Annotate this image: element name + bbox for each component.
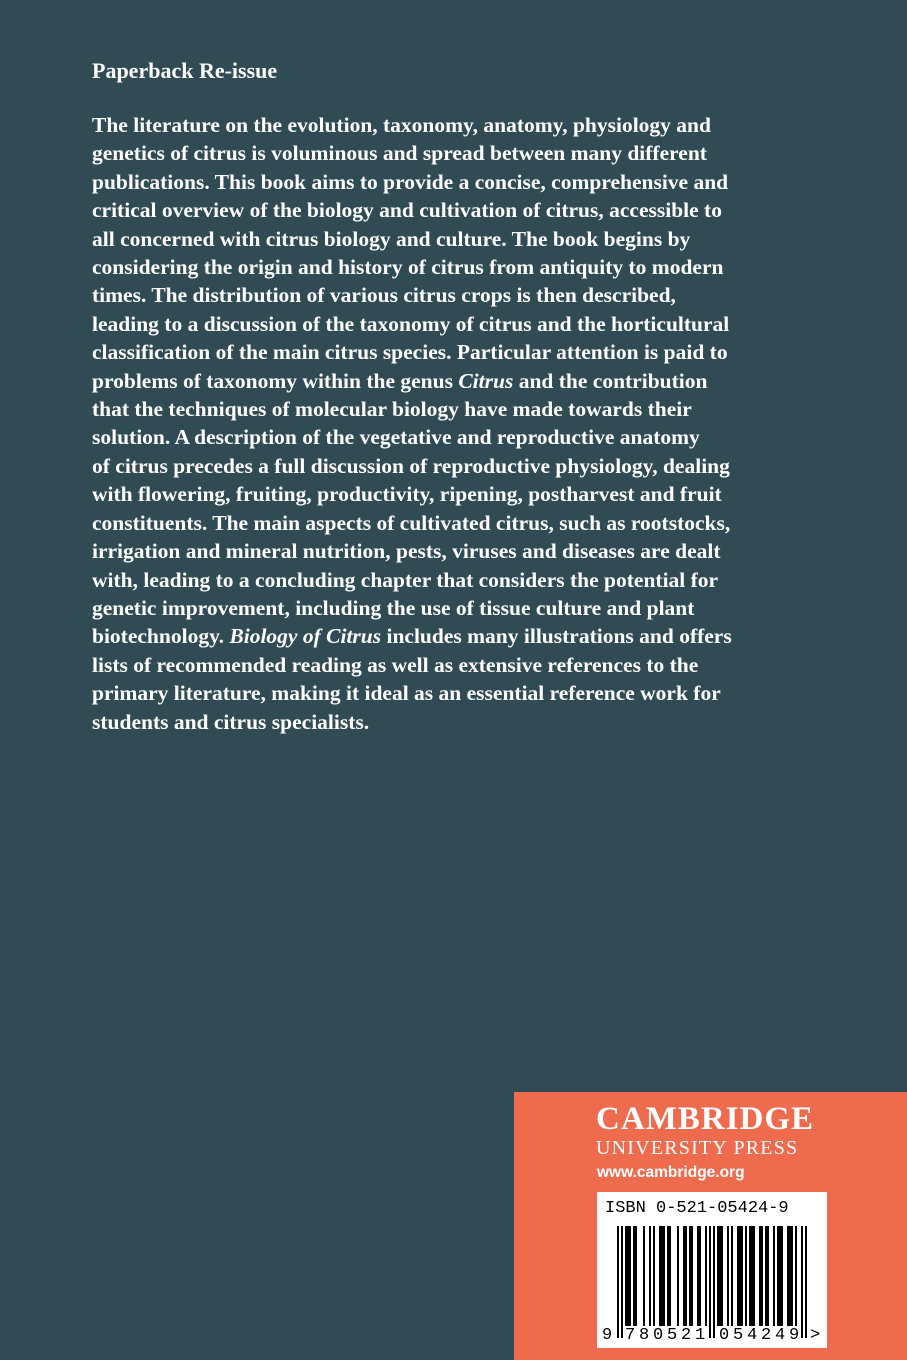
description-line xyxy=(92,566,832,594)
barcode-guard-bar xyxy=(621,1226,623,1338)
barcode-bar xyxy=(727,1226,729,1326)
barcode-bar xyxy=(717,1226,723,1326)
description-line xyxy=(92,480,832,508)
description-text: classification of the main citrus species. Particular attention is paid to xyxy=(92,340,728,365)
ean-digits xyxy=(597,1326,827,1346)
description-text: genetic improvement, including the use of tissue culture and plant xyxy=(92,595,695,620)
barcode-bar xyxy=(697,1226,701,1326)
description-text: of citrus precedes a full discussion of reproductive physiology, dealing xyxy=(92,453,730,478)
barcode-bar xyxy=(745,1226,747,1326)
barcode-bar xyxy=(737,1226,743,1326)
barcode-box xyxy=(597,1192,827,1348)
ean-digit: 8 xyxy=(639,1326,650,1345)
barcode-guard-bar xyxy=(617,1226,619,1338)
barcode-bar xyxy=(773,1226,775,1326)
description-line xyxy=(92,537,832,565)
description-text: genetics of citrus is voluminous and spread between many different xyxy=(92,141,707,166)
ean-digit: 4 xyxy=(775,1326,786,1345)
description-text: students and citrus specialists. xyxy=(92,709,370,734)
barcode-bar xyxy=(765,1226,769,1326)
barcode-bar xyxy=(759,1226,763,1326)
description-line xyxy=(92,594,832,622)
barcode-bar xyxy=(705,1226,707,1326)
ean-digit: > xyxy=(810,1326,821,1345)
description-line xyxy=(92,139,832,167)
description-line xyxy=(92,367,832,395)
description-text: that the techniques of molecular biology have made towards their xyxy=(92,397,692,422)
description-line xyxy=(92,452,832,480)
barcode-guard-bar xyxy=(801,1226,803,1338)
barcode-bar xyxy=(749,1226,755,1326)
description-line xyxy=(92,253,832,281)
barcode-bar xyxy=(625,1226,631,1326)
ean-digit: 1 xyxy=(695,1326,706,1345)
description-text: The literature on the evolution, taxonomy, anatomy, physiology and xyxy=(92,113,711,137)
publisher-panel xyxy=(514,1092,907,1360)
description-line xyxy=(92,708,832,736)
barcode-bar xyxy=(777,1226,783,1326)
description-text: problems of taxonomy within the genus xyxy=(92,368,459,393)
description-line xyxy=(92,225,832,253)
italic-title-text: Citrus xyxy=(458,368,514,393)
description-text: all concerned with citrus biology and culture. The book begins by xyxy=(92,226,691,251)
publisher-subtitle: UNIVERSITY PRESS xyxy=(596,1137,799,1159)
description-line xyxy=(92,509,832,537)
barcode-guard-bar xyxy=(805,1226,807,1338)
ean-digit: 2 xyxy=(681,1326,692,1345)
description-text: lists of recommended reading as well as extensive references to the xyxy=(92,652,699,677)
description-line xyxy=(92,395,832,423)
description-line xyxy=(92,196,832,224)
description-text: includes many illustrations and offers xyxy=(381,624,732,649)
ean-digit: 5 xyxy=(667,1326,678,1345)
description-text: publications. This book aims to provide a concise, comprehensive and xyxy=(92,169,729,194)
book-description xyxy=(92,111,832,736)
barcode-guard-bar xyxy=(713,1226,715,1338)
description-text: with, leading to a concluding chapter that considers the potential for xyxy=(92,567,719,592)
barcode-bar xyxy=(649,1226,651,1326)
ean-digit: 0 xyxy=(653,1326,664,1345)
barcode-guard-bar xyxy=(709,1226,711,1338)
barcode-bar xyxy=(787,1226,793,1326)
barcode-bar xyxy=(667,1226,671,1326)
description-text: leading to a discussion of the taxonomy of citrus and the horticultural xyxy=(92,311,730,336)
publisher-website[interactable]: www.cambridge.org xyxy=(597,1164,745,1181)
description-text: critical overview of the biology and cultivation of citrus, accessible to xyxy=(92,198,722,223)
description-line xyxy=(92,281,832,309)
description-text: with flowering, fruiting, productivity, ripening, postharvest and fruit xyxy=(92,482,722,507)
ean-digit: 9 xyxy=(789,1326,800,1345)
description-line xyxy=(92,111,832,139)
description-line xyxy=(92,338,832,366)
ean-digit: 7 xyxy=(625,1326,636,1345)
description-text: times. The distribution of various citrus crops is then described, xyxy=(92,283,676,308)
description-text: constituents. The main aspects of cultivated citrus, such as rootstocks, xyxy=(92,510,731,535)
publisher-name: CAMBRIDGE xyxy=(596,1101,815,1137)
barcode-bar xyxy=(683,1226,687,1326)
barcode-bar xyxy=(689,1226,693,1326)
barcode-bar xyxy=(795,1226,797,1326)
description-text: primary literature, making it ideal as an essential reference work for xyxy=(92,681,721,706)
description-line xyxy=(92,310,832,338)
ean-digit: 2 xyxy=(761,1326,772,1345)
description-line xyxy=(92,651,832,679)
ean-digit: 9 xyxy=(602,1326,613,1345)
description-line xyxy=(92,423,832,451)
barcode-bar xyxy=(643,1226,645,1326)
description-line xyxy=(92,622,832,650)
ean-digit: 5 xyxy=(733,1326,744,1345)
description-text: irrigation and mineral nutrition, pests, viruses and diseases are dealt xyxy=(92,539,721,564)
description-line xyxy=(92,168,832,196)
ean-digit: 0 xyxy=(719,1326,730,1345)
barcode-bar xyxy=(633,1226,637,1326)
description-text: and the contribution xyxy=(513,368,708,393)
barcode-bar xyxy=(731,1226,733,1326)
italic-title-text: Biology of Citrus xyxy=(229,624,382,649)
ean-barcode xyxy=(597,1192,827,1348)
description-text: solution. A description of the vegetative and reproductive anatomy xyxy=(92,425,700,450)
ean-digit: 4 xyxy=(747,1326,758,1345)
description-text: considering the origin and history of citrus from antiquity to modern xyxy=(92,255,724,280)
barcode-bar xyxy=(677,1226,679,1326)
reissue-heading: Paperback Re-issue xyxy=(92,58,278,83)
isbn-label: ISBN 0-521-05424-9 xyxy=(605,1199,789,1218)
barcode-bar xyxy=(659,1226,665,1326)
description-line xyxy=(92,679,832,707)
barcode-bar xyxy=(653,1226,655,1326)
description-text: biotechnology. xyxy=(92,624,230,649)
